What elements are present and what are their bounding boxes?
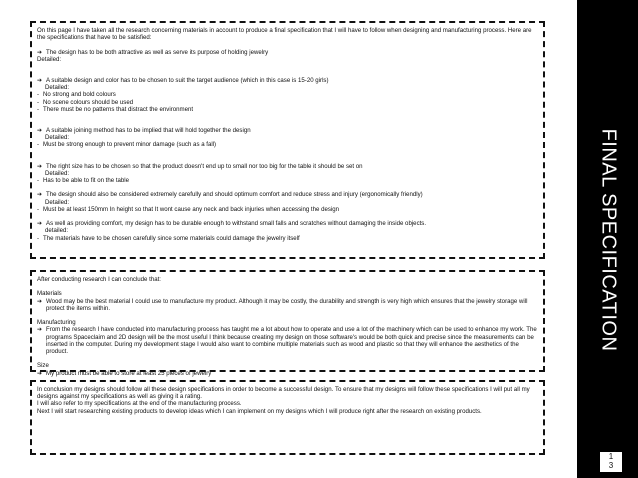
bullet-item: - No scene colours should be used [37,98,134,106]
bullet-item: - The materials have to be chosen carefully since some materials could damage the jewelry itself [37,234,300,242]
conclusion-paragraph: Next I will start researching existing products to develop ideas which I can implement on my designs which I will produce right after the research on existing products. [37,407,482,415]
spec-intro: On this page I have taken all the research concerning materials in account to produce a final specification that I will have to follow when designing and manufacturing process. Here are the specifications that have to be satisfied: [37,27,532,42]
bullet-item: - No strong and bold colours [37,91,116,99]
arrow-icon: ➔ [37,127,43,135]
arrow-icon: ➔ [37,162,43,170]
conclusion-paragraph: In conclusion my designs should follow all these design specifications in order to become a successful design. To ensure that my designs will follow these specifications I will put all my designs against my specifications as well as giving it a rating. [37,386,530,401]
detailed-label: Detailed: [37,55,62,63]
bullet-item: - Must be strong enough to prevent minor damage (such as a fall) [37,141,217,149]
size-heading: Size [37,362,49,370]
detailed-label: Detailed: [45,134,70,142]
spec-item: ➔ As well as providing comfort, my design has to be durable enough to withstand small falls and scratches without damaging the inside objects. [37,220,427,228]
materials-text: ➔ Wood may be the best material I could use to manufacture my product. Although it may be costly, the durability and strength is very high which ensures that the jewelry storage will protect the items within. [37,297,528,312]
spec-item: ➔ The design has to be both attractive as well as serve its purpose of holding jewelry [37,48,269,56]
arrow-icon: ➔ [37,326,43,334]
bullet-item: - Must be at least 150mm In height so that It wont cause any neck and back injuries when accessing the design [37,205,340,213]
spec-item: ➔ The design should also be considered extremely carefully and should optimum comfort and reduce stress and injury (ergonomically friendly) [37,191,423,199]
size-text: ➔ My product must be able to store at least 25 pieces of jewelry [37,369,212,377]
detailed-label: Detailed: [45,169,70,177]
materials-heading: Materials [37,290,62,298]
spec-item: ➔ A suitable joining method has to be implied that will hold together the design [37,127,251,135]
research-intro: After conducting research I can conclude that: [37,276,161,283]
spec-item: ➔ The right size has to be chosen so that the product doesn't end up to small nor too big for the table it should be set on [37,162,363,170]
arrow-icon: ➔ [37,369,43,377]
page-number: 1 3 [600,452,622,472]
arrow-icon: ➔ [37,48,43,56]
detailed-label: Detailed: [45,198,70,206]
arrow-icon: ➔ [37,297,43,305]
specification-box [30,21,545,259]
conclusion-paragraph: I will also refer to my specifications at the end of the manufacturing process. [37,400,242,408]
conclusion-box [30,380,545,455]
manufacturing-text: ➔ From the research I have conducted into manufacturing process has taught me a lot about how to operate and use a lot of the machinery which can be used to enhance my work. The programs Spaceclaim and 2D design will be the most useful I think because creating my design on those software's would be both quick and precise since the measurements can be inserted in the computer. During my development stage I would also want to combine multiple materials such as wood and plastic so that they will enhance the aesthetics of the product. [37,326,537,355]
bullet-item: - Has to be able to fit on the table [37,177,130,185]
arrow-icon: ➔ [37,77,43,84]
spec-item: ➔ A suitable design and color has to be chosen to suit the target audience (which in this case is 15-20 girls) [37,77,329,84]
bullet-item: - There must be no patterns that distract the environment [37,105,194,113]
detailed-label: Detailed: [45,84,70,92]
research-box [30,270,545,377]
manufacturing-heading: Manufacturing [37,319,76,327]
detailed-label: detailed: [45,227,69,235]
page-title: FINAL SPECIFICATION [597,128,620,352]
arrow-icon: ➔ [37,220,43,228]
arrow-icon: ➔ [37,191,43,199]
